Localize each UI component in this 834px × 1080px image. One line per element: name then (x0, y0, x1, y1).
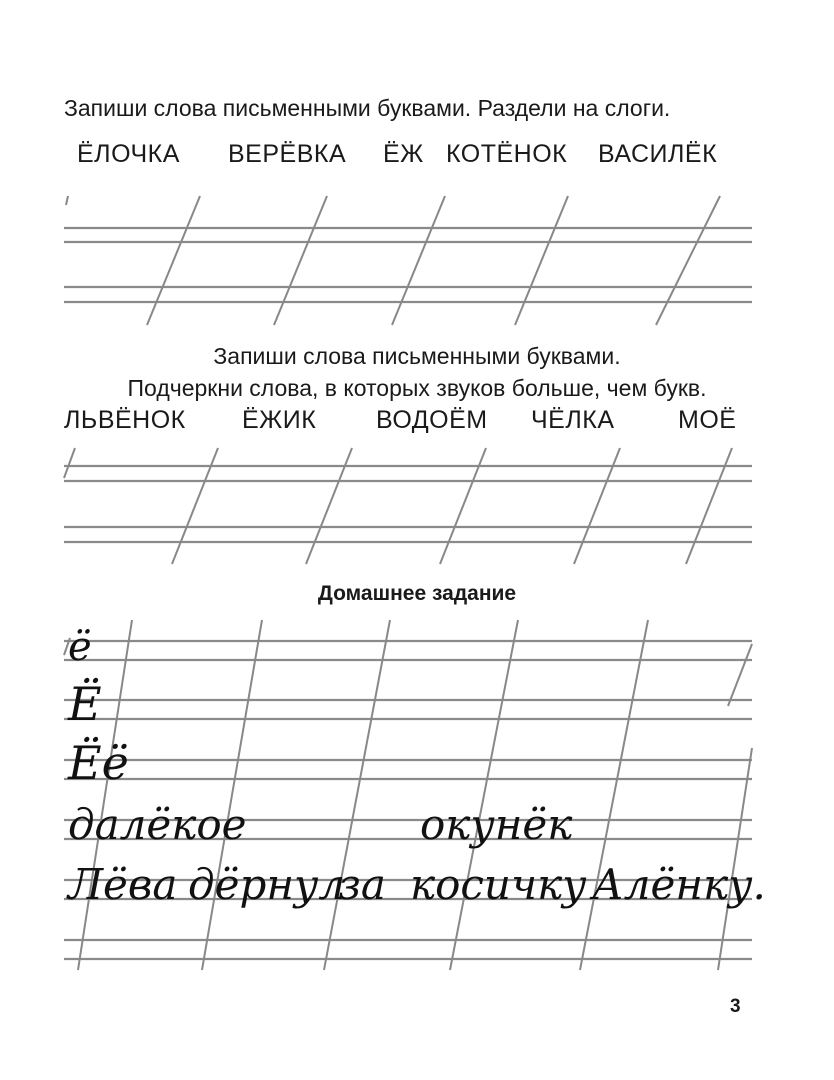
exercise1-word: ЁЖ (383, 140, 424, 168)
exercise1-instruction: Запиши слова письменными буквами. Раздели на слоги. (64, 95, 671, 121)
exercise2-instruction-line1: Запиши слова письменными буквами. (213, 343, 621, 369)
script-letter: ё (68, 624, 92, 670)
script-letter: Ё (68, 677, 102, 731)
page-number: 3 (730, 996, 741, 1017)
script-sentence-word: Лёва (68, 860, 178, 909)
exercise1-word: ЁЛОЧКА (77, 140, 180, 168)
exercise2-word: МОЁ (678, 406, 737, 434)
script-letter: Ёё (68, 736, 129, 790)
script-sentence-word: за (338, 860, 386, 909)
exercise2-instruction-line2: Подчеркни слова, в которых звуков больше, чем букв. (127, 375, 707, 401)
exercise1-word: ВАСИЛЁК (598, 140, 718, 168)
exercise1-word: ВЕРЁВКА (228, 140, 347, 168)
exercise2-word: ЁЖИК (242, 406, 317, 434)
script-sentence-word: дёрнул (188, 860, 346, 909)
exercise1-word: КОТЁНОК (446, 140, 568, 168)
script-word: окунёк (420, 800, 573, 849)
script-sentence-word: Алёнку. (592, 860, 766, 909)
homework-title: Домашнее задание (317, 582, 517, 605)
script-sentence-word: косичку (410, 860, 587, 909)
script-word: далёкое (68, 800, 247, 849)
exercise2-word: ЛЬВЁНОК (64, 406, 186, 434)
exercise2-word: ЧЁЛКА (531, 406, 615, 434)
exercise2-word: ВОДОЁМ (376, 406, 488, 434)
